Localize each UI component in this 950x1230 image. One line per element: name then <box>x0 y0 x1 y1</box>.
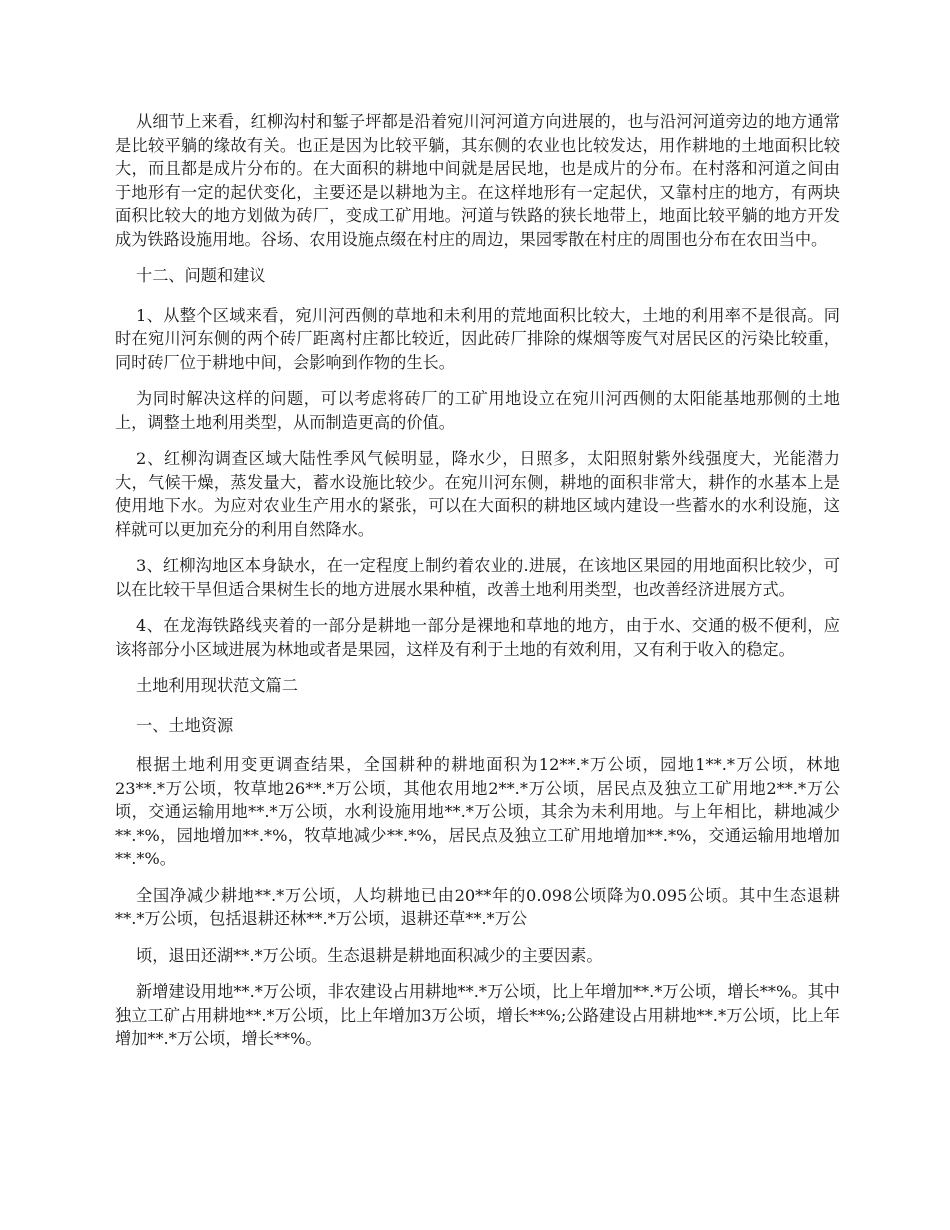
section-heading-land-resources: 一、土地资源 <box>136 715 234 735</box>
paragraph-ecological-return: 顷，退田还湖**.*万公顷。生态退耕是耕地面积减少的主要因素。 <box>136 945 603 965</box>
paragraph-suggestion-4: 4、在龙海铁路线夹着的一部分是耕地一部分是裸地和草地的地方，由于水、交通的极不便利，应该将部分小区域进展为林地或者是果园，这样及有利于土地的有效利用，又有利于收入的稳定。 <box>115 616 840 659</box>
paragraph-suggestion-3: 3、红柳沟地区本身缺水，在一定程度上制约着农业的.进展，在该地区果园的用地面积比较少，可以在比较干旱但适合果树生长的地方进展水果种植，改善土地利用类型，也改善经济进展方式。 <box>115 556 840 599</box>
paragraph-suggestion-1-solution: 为同时解决这样的问题，可以考虑将砖厂的工矿用地设立在宛川河西侧的太阳能基地那侧的土地上，调整土地利用类型，从而制造更高的价值。 <box>115 389 840 432</box>
paragraph-village-layout: 从细节上来看，红柳沟村和錾子坪都是沿着宛川河河道方向进展的，也与沿河河道旁边的地方通常是比较平躺的缘故有关。也正是因为比较平躺，其东侧的农业也比较发达，用作耕地的土地面积比较大，而且都是成片分布的。在大面积的耕地中间就是居民地，也是成片的分布。在村落和河道之间由于地形有一定的起伏变化，主要还是以耕地为主。在这样地形有一定起伏，又靠村庄的地方，有两块面积比较大的地方划做为砖厂，变成工矿用地。河道与铁路的狭长地带上，地面比较平躺的地方开发成为铁路设施用地。谷场、农用设施点缀在村庄的周边，果园零散在村庄的周围也分布在农田当中。 <box>115 112 840 249</box>
paragraph-net-reduction: 全国净减少耕地**.*万公顷，人均耕地已由20**年的0.098公顷降为0.095公顷。其中生态退耕**.*万公顷，包括退耕还林**.*万公顷，退耕还草**.*万公 <box>115 885 840 928</box>
section-heading-article-two: 土地利用现状范文篇二 <box>136 676 298 695</box>
paragraph-suggestion-2: 2、红柳沟调查区域大陆性季风气候明显，降水少，日照多，太阳照射紫外线强度大，光能潜力大，气候干燥，蒸发量大，蓄水设施比较少。在宛川河东侧，耕地的面积非常大，耕作的水基本上是使用地下水。为应对农业生产用水的紧张，可以在大面积的耕地区域内建设一些蓄水的水利设施，这样就可以更加充分的利用自然降水。 <box>115 449 840 539</box>
paragraph-suggestion-1: 1、从整个区域来看，宛川河西侧的草地和未利用的荒地面积比较大，土地的利用率不是很高。同时在宛川河东侧的两个砖厂距离村庄都比较近，因此砖厂排除的煤烟等废气对居民区的污染比较重，同时砖厂位于耕地中间，会影响到作物的生长。 <box>115 305 840 372</box>
section-heading-problems: 十二、问题和建议 <box>136 266 266 285</box>
paragraph-new-construction: 新增建设用地**.*万公顷，非农建设占用耕地**.*万公顷，比上年增加**.*万公顷，增长**%。其中独立工矿占用耕地**.*万公顷，比上年增加3万公顷，增长**%;公路建设占用耕地**.*万公顷，比上年增加**.*万公顷，增长**%。 <box>115 982 840 1048</box>
paragraph-land-survey: 根据土地利用变更调查结果，全国耕种的耕地面积为12**.*万公顷，园地1**.*万公顷，林地23**.*万公顷，牧草地26**.*万公顷，其他农用地2**.*万公顷，居民点及独立工矿用地2**.*万公顷，交通运输用地**.*万公顷，水利设施用地**.*万公顷，其余为未利用地。与上年相比，耕地减少**.*%，园地增加**.*%，牧草地减少**.*%，居民点及独立工矿用地增加**.*%，交通运输用地增加**.*%。 <box>115 755 840 868</box>
document-body <box>115 110 840 1064</box>
